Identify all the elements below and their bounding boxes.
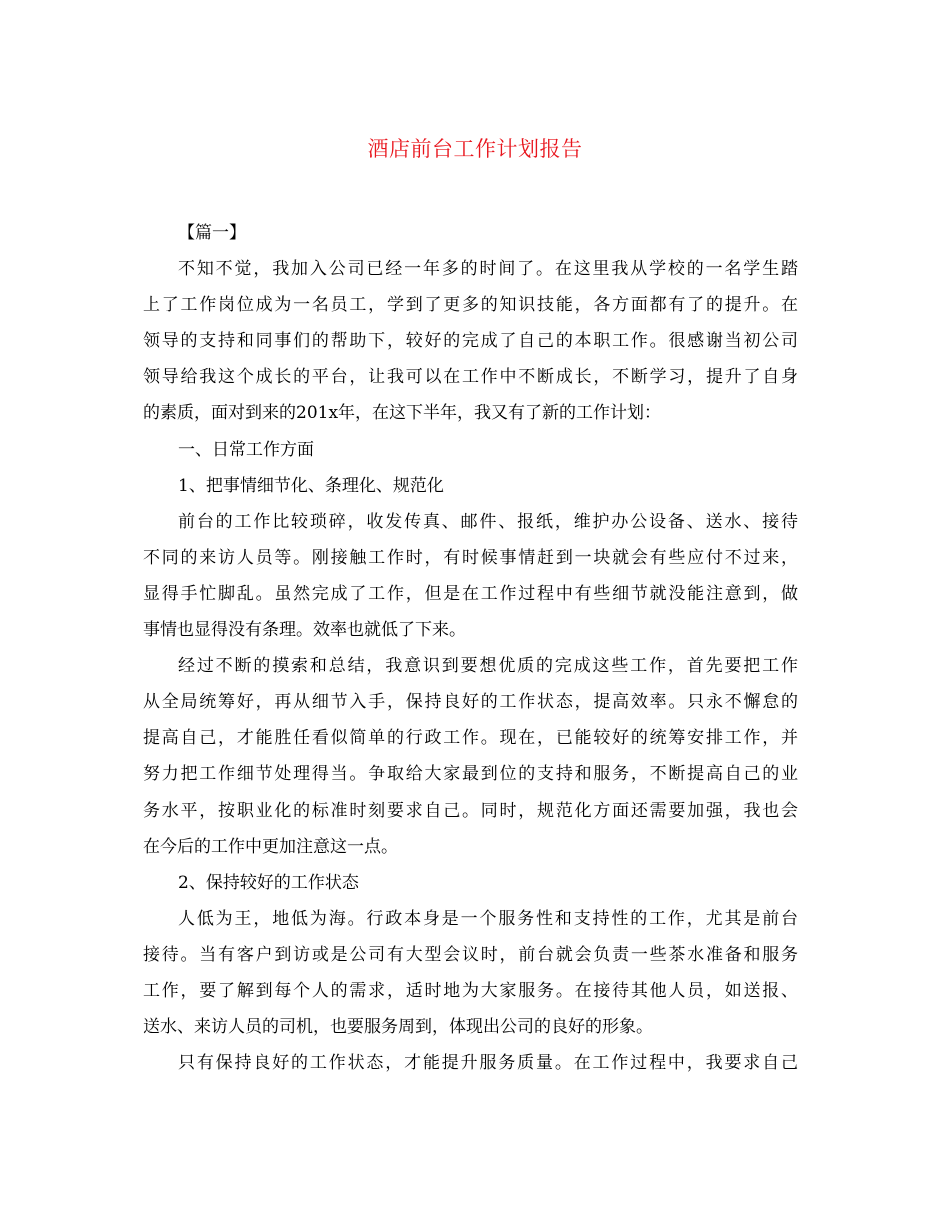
body-line: 提高自己，才能胜任看似简单的行政工作。现在，已能较好的统筹安排工作，并	[143, 728, 798, 749]
body-line: 务水平，按职业化的标准时刻要求自己。同时，规范化方面还需要加强，我也会	[143, 800, 798, 821]
body-line: 努力把工作细节处理得当。争取给大家最到位的支持和服务，不断提高自己的业	[143, 764, 798, 785]
document-title: 酒店前台工作计划报告	[367, 137, 583, 161]
body-line: 领导的支持和同事们的帮助下，较好的完成了自己的本职工作。很感谢当初公司	[143, 331, 798, 352]
body-line: 一、日常工作方面	[178, 439, 314, 460]
body-line: 接待。当有客户到访或是公司有大型会议时，前台就会负责一些茶水准备和服务	[143, 944, 798, 965]
body-line: 在今后的工作中更加注意这一点。	[143, 836, 398, 857]
body-line: 送水、来访人员的司机，也要服务周到，体现出公司的良好的形象。	[143, 1017, 653, 1038]
body-line: 不同的来访人员等。刚接触工作时，有时候事情赶到一块就会有些应付不过来，	[143, 547, 798, 568]
body-line: 上了工作岗位成为一名员工，学到了更多的知识技能，各方面都有了的提升。在	[143, 295, 798, 316]
body-line: 经过不断的摸索和总结，我意识到要想优质的完成这些工作，首先要把工作	[178, 656, 798, 677]
body-line: 事情也显得没有条理。效率也就低了下来。	[143, 620, 466, 641]
body-line: 【篇一】	[178, 223, 246, 243]
body-line: 从全局统筹好，再从细节入手，保持良好的工作状态，提高效率。只永不懈怠的	[143, 692, 798, 713]
body-line: 不知不觉，我加入公司已经一年多的时间了。在这里我从学校的一名学生踏	[178, 259, 798, 280]
body-line: 只有保持良好的工作状态，才能提升服务质量。在工作过程中，我要求自己	[178, 1053, 798, 1074]
body-line: 领导给我这个成长的平台，让我可以在工作中不断成长，不断学习，提升了自身	[143, 367, 798, 388]
body-line: 1、把事情细节化、条理化、规范化	[178, 475, 444, 496]
body-line: 2、保持较好的工作状态	[178, 872, 359, 893]
body-line: 的素质，面对到来的201x年，在这下半年，我又有了新的工作计划：	[143, 403, 662, 424]
document-body	[143, 215, 798, 1081]
body-line: 显得手忙脚乱。虽然完成了工作，但是在工作过程中有些细节就没能注意到，做	[143, 583, 798, 604]
body-line: 人低为王，地低为海。行政本身是一个服务性和支持性的工作，尤其是前台	[178, 908, 798, 929]
body-line: 前台的工作比较琐碎，收发传真、邮件、报纸，维护办公设备、送水、接待	[178, 511, 798, 532]
body-line: 工作，要了解到每个人的需求，适时地为大家服务。在接待其他人员，如送报、	[143, 980, 798, 1001]
